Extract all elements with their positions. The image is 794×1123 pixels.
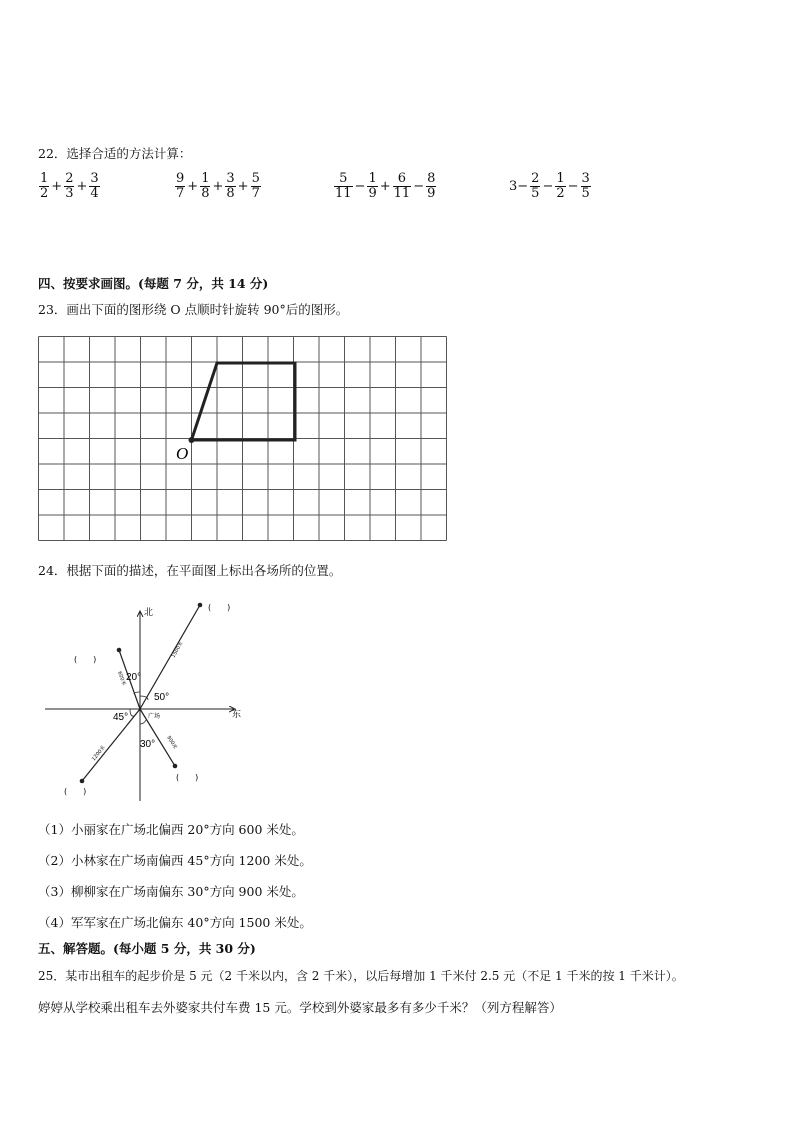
numerator: 2 bbox=[65, 171, 74, 186]
dist-900-label: 900米 bbox=[165, 734, 179, 751]
dist-1500-label: 1500米 bbox=[170, 640, 185, 659]
numerator: 5 bbox=[339, 171, 348, 186]
blank-sw: ( ) bbox=[64, 787, 87, 796]
ray-sw-end bbox=[80, 779, 85, 784]
numerator: 3 bbox=[226, 171, 235, 186]
denominator: 5 bbox=[581, 186, 590, 201]
q24-item-2: （2）小林家在广场南偏西 45°方向 1200 米处。 bbox=[38, 853, 312, 868]
fraction bbox=[393, 172, 412, 201]
blank-se: ( ) bbox=[176, 773, 199, 782]
angle-20-label: 20° bbox=[126, 672, 142, 683]
q25-line-1: 25．某市出租车的起步价是 5 元（2 千米以内，含 2 千米），以后每增加 1 千米付 2.5 元（不足 1 千米的按 1 千米计）。 bbox=[38, 969, 684, 983]
fraction bbox=[225, 172, 235, 201]
fraction bbox=[555, 172, 565, 201]
operator: 3− bbox=[509, 179, 529, 194]
q22-expr-1 bbox=[38, 172, 101, 201]
denominator: 3 bbox=[65, 186, 74, 201]
angle-50-label: 50° bbox=[154, 692, 170, 703]
numerator: 1 bbox=[40, 171, 49, 186]
numerator: 6 bbox=[397, 171, 407, 186]
denominator: 2 bbox=[40, 186, 49, 201]
fraction bbox=[530, 172, 540, 201]
dist-600-label: 600米 bbox=[116, 670, 127, 687]
east-label: 东 bbox=[232, 710, 242, 720]
denominator: 9 bbox=[368, 186, 377, 201]
operator: − bbox=[413, 179, 425, 194]
denominator: 8 bbox=[226, 186, 235, 201]
q22-expr-3 bbox=[333, 172, 437, 201]
numerator: 2 bbox=[531, 171, 540, 186]
fraction bbox=[581, 172, 591, 201]
q23-title: 23．画出下面的图形绕 O 点顺时针旋转 90°后的图形。 bbox=[38, 302, 349, 317]
denominator: 7 bbox=[251, 186, 260, 201]
ray-se-end bbox=[173, 764, 178, 769]
q24-title: 24．根据下面的描述，在平面图上标出各场所的位置。 bbox=[38, 563, 342, 578]
numerator: 1 bbox=[201, 171, 210, 186]
operator: + bbox=[76, 179, 88, 194]
numerator: 9 bbox=[176, 171, 185, 186]
denominator: 9 bbox=[427, 186, 436, 201]
denominator: 11 bbox=[393, 186, 411, 201]
denominator: 2 bbox=[556, 186, 565, 201]
operator: − bbox=[354, 179, 366, 194]
q22-title: 22．选择合适的方法计算： bbox=[38, 146, 192, 161]
ray-ne bbox=[140, 605, 200, 709]
q24-item-3: （3）柳柳家在广场南偏东 30°方向 900 米处。 bbox=[38, 884, 304, 899]
ray-nw-end bbox=[117, 648, 122, 653]
operator: + bbox=[379, 179, 391, 194]
angle-30-label: 30° bbox=[140, 739, 156, 750]
q25-line-2: 婷婷从学校乘出租车去外婆家共付车费 15 元。学校到外婆家最多有多少千米？（列方程解答） bbox=[38, 1000, 562, 1015]
angle-45-label: 45° bbox=[113, 712, 129, 723]
operator: + bbox=[51, 179, 63, 194]
operator: + bbox=[187, 179, 199, 194]
ray-ne-end bbox=[198, 603, 203, 608]
fraction bbox=[39, 172, 49, 201]
fraction bbox=[426, 172, 436, 201]
north-label: 北 bbox=[144, 608, 154, 618]
fraction bbox=[64, 172, 74, 201]
numerator: 1 bbox=[368, 171, 377, 186]
numerator: 3 bbox=[581, 171, 590, 186]
q22-expr-2 bbox=[174, 172, 262, 201]
denominator: 11 bbox=[335, 186, 352, 201]
section-5-title: 五、解答题。(每小题 5 分，共 30 分) bbox=[38, 941, 256, 956]
q22-expr-4 bbox=[508, 172, 592, 201]
fraction bbox=[175, 172, 185, 201]
fraction bbox=[367, 172, 377, 201]
q23-point-label: O bbox=[176, 444, 189, 463]
numerator: 8 bbox=[427, 171, 436, 186]
fraction bbox=[89, 172, 99, 201]
operator: + bbox=[237, 179, 249, 194]
fraction bbox=[334, 172, 353, 201]
section-4-title: 四、按要求画图。(每题 7 分，共 14 分) bbox=[38, 276, 269, 291]
fraction bbox=[200, 172, 210, 201]
q24-compass-diagram bbox=[40, 596, 260, 806]
numerator: 5 bbox=[251, 171, 260, 186]
ray-sw bbox=[82, 709, 140, 781]
q23-shape bbox=[192, 363, 296, 440]
numerator: 1 bbox=[556, 171, 565, 186]
fraction bbox=[251, 172, 261, 201]
denominator: 5 bbox=[531, 186, 540, 201]
blank-ne: ( ) bbox=[208, 603, 231, 612]
operator: − bbox=[567, 179, 579, 194]
blank-nw: ( ) bbox=[74, 655, 97, 664]
dist-1200-label: 1200米 bbox=[90, 744, 107, 763]
q23-point-o bbox=[189, 437, 195, 443]
operator: + bbox=[212, 179, 224, 194]
denominator: 4 bbox=[90, 186, 99, 201]
q23-grid bbox=[38, 336, 450, 546]
numerator: 3 bbox=[90, 171, 99, 186]
denominator: 8 bbox=[201, 186, 210, 201]
denominator: 7 bbox=[176, 186, 185, 201]
center-label: 广场 bbox=[148, 713, 161, 720]
operator: − bbox=[542, 179, 554, 194]
q24-item-1: （1）小丽家在广场北偏西 20°方向 600 米处。 bbox=[38, 822, 304, 837]
q24-item-4: （4）军军家在广场北偏东 40°方向 1500 米处。 bbox=[38, 915, 312, 930]
